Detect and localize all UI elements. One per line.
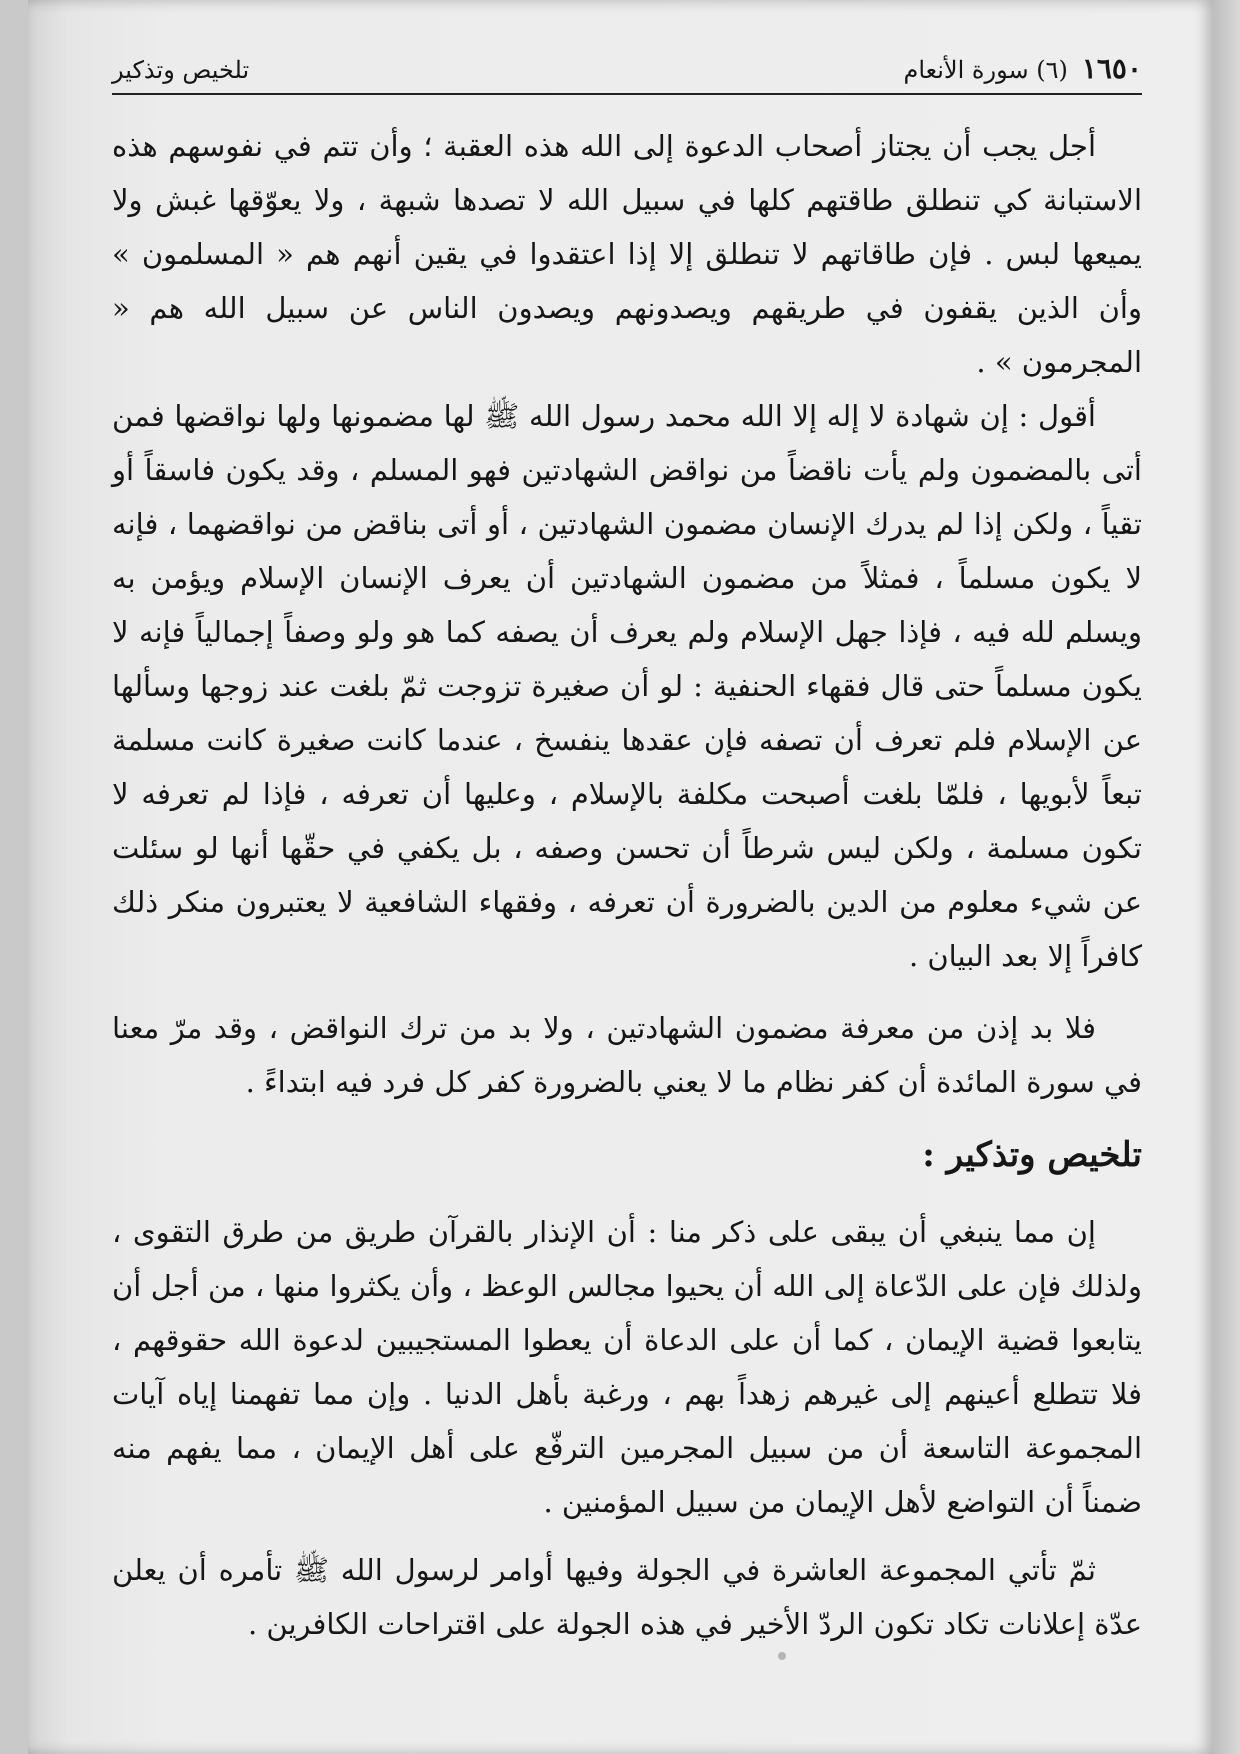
page-edge [1213,0,1240,1754]
paper-speck [778,1652,786,1660]
paragraph-4: إن مما ينبغي أن يبقى على ذكر منا : أن الإنذار بالقرآن طريق من طرق التقوى ، ولذلك فإن على الدّعاة إلى الله أن يحيوا مجالس الوعظ ، وأن يكثروا منها ، من أجل أن يتابعوا قضية الإيمان ، كما أن على الدعاة أن يعطوا المستجيبين لدعوة الله حقوقهم ، فلا تتطلع أعينهم إلى غيرهم زهداً بهم ، ورغبة بأهل الدنيا . وإن مما تفهمنا إياه آيات المجموعة التاسعة أن من سبيل المجرمين الترفّع على أهل الإيمان ، مما يفهم منه ضمناً أن التواضع لأهل الإيمان من سبيل المؤمنين . [112,1215,1142,1519]
section-heading: تلخيص وتذكير : [922,1135,1142,1175]
paragraph-2: أقول : إن شهادة لا إله إلا الله محمد رسول الله ﷺ لها مضمونها ولها نواقضها فمن أتى بالمضمون ولم يأت ناقضاً من نواقض الشهادتين فهو المسلم ، وقد يكون فاسقاً أو تقياً ، ولكن إذا لم يدرك الإنسان مضمون الشهادتين ، أو أتى بناقض من نواقضهما ، فإنه لا يكون مسلماً ، فمثلاً من مضمون الشهادتين أن يعرف الإنسان الإسلام ويؤمن به ويسلم لله فيه ، فإذا جهل الإسلام ولم يعرف أن يصفه كما هو ولو وصفاً إجمالياً فإنه لا يكون مسلماً حتى قال فقهاء الحنفية : لو أن صغيرة تزوجت ثمّ بلغت عند زوجها وسألها عن الإسلام فلم تعرف أن تصفه فإن عقدها ينفسخ ، عندما كانت صغيرة كانت مسلمة تبعاً لأبويها ، فلمّا بلغت أصبحت مكلفة بالإسلام ، وعليها أن تعرفه ، فإذا لم تعرفه لا تكون مسلمة ، ولكن ليس شرطاً أن تحسن وصفه ، بل يكفي في حقّها أنها لو سئلت عن شيء معلوم من الدين بالضرورة أن تعرفه ، وفقهاء الشافعية لا يعتبرون منكر ذلك كافراً إلا بعد البيان . [112,399,1142,973]
page-number: ١٦٥٠ [1081,52,1142,85]
header-right [904,52,1143,85]
paragraph-3: فلا بد إذن من معرفة مضمون الشهادتين ، ولا بد من ترك النواقض ، وقد مرّ معنا في سورة المائدة أن كفر نظام ما لا يعني بالضرورة كفر كل فرد فيه ابتداءً . [112,1011,1142,1099]
surah-title: (٦) سورة الأنعام [903,56,1068,84]
paragraph-5: ثمّ تأتي المجموعة العاشرة في الجولة وفيها أوامر لرسول الله ﷺ تأمره أن يعلن عدّة إعلانات تكاد تكون الردّ الأخير في هذه الجولة على اقتراحات الكافرين . [112,1553,1142,1641]
paragraph-1: أجل يجب أن يجتاز أصحاب الدعوة إلى الله هذه العقبة ؛ وأن تتم في نفوسهم هذه الاستبانة كي تنطلق طاقتهم كلها في سبيل الله لا تصدها شبهة ، ولا يعوّقها غبش ولا يميعها لبس . فإن طاقاتهم لا تنطلق إلا إذا اعتقدوا في يقين أنهم هم « المسلمون » وأن الذين يقفون في طريقهم ويصدونهم ويصدون الناس عن سبيل الله هم « المجرمون » . [112,129,1142,379]
page-content [112,52,1142,1651]
section-title: تلخيص وتذكير [112,56,250,84]
running-header [112,52,1142,95]
